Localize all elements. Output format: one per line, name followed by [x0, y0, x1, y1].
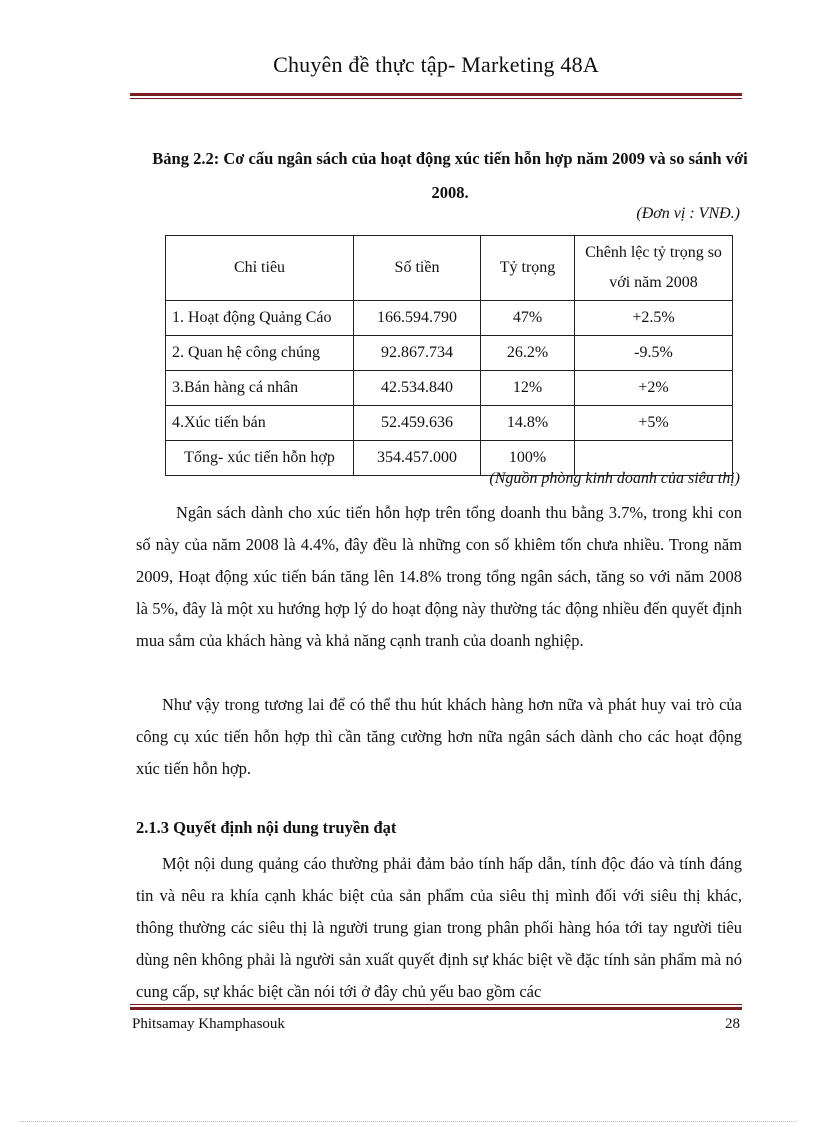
table-cell: +2.5%: [575, 301, 733, 336]
table-cell: 92.867.734: [354, 336, 481, 371]
table-cell: 14.8%: [481, 406, 575, 441]
table-header-row: [166, 236, 733, 301]
table-caption: Bảng 2.2: Cơ cấu ngân sách của hoạt động xúc tiến hỗn hợp năm 2009 và so sánh với 2008.: [152, 149, 748, 202]
table-cell: 4.Xúc tiến bán: [166, 406, 354, 441]
body-paragraph: Ngân sách dành cho xúc tiến hỗn hợp trên tổng doanh thu bằng 3.7%, trong khi con số này của năm 2008 là 4.4%, đây đều là những con số khiêm tốn chưa nhiều. Trong năm 2009, Hoạt động xúc tiến bán tăng lên 14.8% trong tổng ngân sách, tăng so với năm 2008 là 5%, đây là một xu hướng hợp lý do hoạt động này thường tác động nhiều đến quyết định mua sắm của khách hàng và khả năng cạnh tranh của doanh nghiệp.: [136, 503, 742, 650]
header-rule-thin: [130, 98, 742, 99]
source-note: (Nguồn phòng kinh doanh của siêu thị): [489, 470, 740, 487]
table-cell: 1. Hoạt động Quảng Cáo: [166, 301, 354, 336]
table-cell: 52.459.636: [354, 406, 481, 441]
footer-rule-thick: [130, 1007, 742, 1010]
header-rule-thick: [130, 93, 742, 96]
table-row: [166, 406, 733, 441]
table-cell: 47%: [481, 301, 575, 336]
footer-author: Phitsamay Khamphasouk: [132, 1016, 285, 1032]
table-cell: 354.457.000: [354, 441, 481, 476]
budget-table: [165, 235, 733, 476]
page-header-title: Chuyên đề thực tập- Marketing 48A: [273, 52, 599, 77]
table-cell: 12%: [481, 371, 575, 406]
col-header-indicator: Chỉ tiêu: [166, 236, 354, 301]
col-header-amount: Số tiền: [354, 236, 481, 301]
table-cell: 42.534.840: [354, 371, 481, 406]
section-heading: 2.1.3 Quyết định nội dung truyền đạt: [136, 818, 397, 837]
table-cell: Tổng- xúc tiến hỗn hợp: [166, 441, 354, 476]
table-cell: +5%: [575, 406, 733, 441]
table-cell: 3.Bán hàng cá nhân: [166, 371, 354, 406]
table-cell: 26.2%: [481, 336, 575, 371]
page-number: 28: [725, 1016, 740, 1032]
table-row: [166, 336, 733, 371]
footer-rule-thin: [130, 1004, 742, 1005]
table-row: [166, 371, 733, 406]
col-header-difference: Chênh lệc tỷ trọng so với năm 2008: [575, 236, 733, 301]
table-cell: 2. Quan hệ công chúng: [166, 336, 354, 371]
col-header-share: Tỷ trọng: [481, 236, 575, 301]
unit-note: (Đơn vị : VNĐ.): [636, 205, 740, 222]
table-cell: -9.5%: [575, 336, 733, 371]
table-cell: 166.594.790: [354, 301, 481, 336]
page-edge-divider: [20, 1121, 796, 1122]
body-paragraph: Như vậy trong tương lai để có thể thu hút khách hàng hơn nữa và phát huy vai trò của công cụ xúc tiến hỗn hợp thì cần tăng cường hơn nữa ngân sách dành cho các hoạt động xúc tiến hỗn hợp.: [136, 695, 742, 778]
table-row: [166, 301, 733, 336]
table-cell: 100%: [481, 441, 575, 476]
table-cell: +2%: [575, 371, 733, 406]
body-paragraph: Một nội dung quảng cáo thường phải đảm bảo tính hấp dẫn, tính độc đáo và tính đáng tin và nêu ra khía cạnh khác biệt của sản phẩm của siêu thị mình đối với siêu thị khác, thông thường các siêu thị là người trung gian trong phân phối hàng hóa tới tay người tiêu dùng nên không phải là người sản xuất quyết định sự khác biệt về đặc tính sản phẩm mà nó cung cấp, sự khác biệt cần nói tới ở đây chủ yếu bao gồm các: [136, 854, 742, 1001]
